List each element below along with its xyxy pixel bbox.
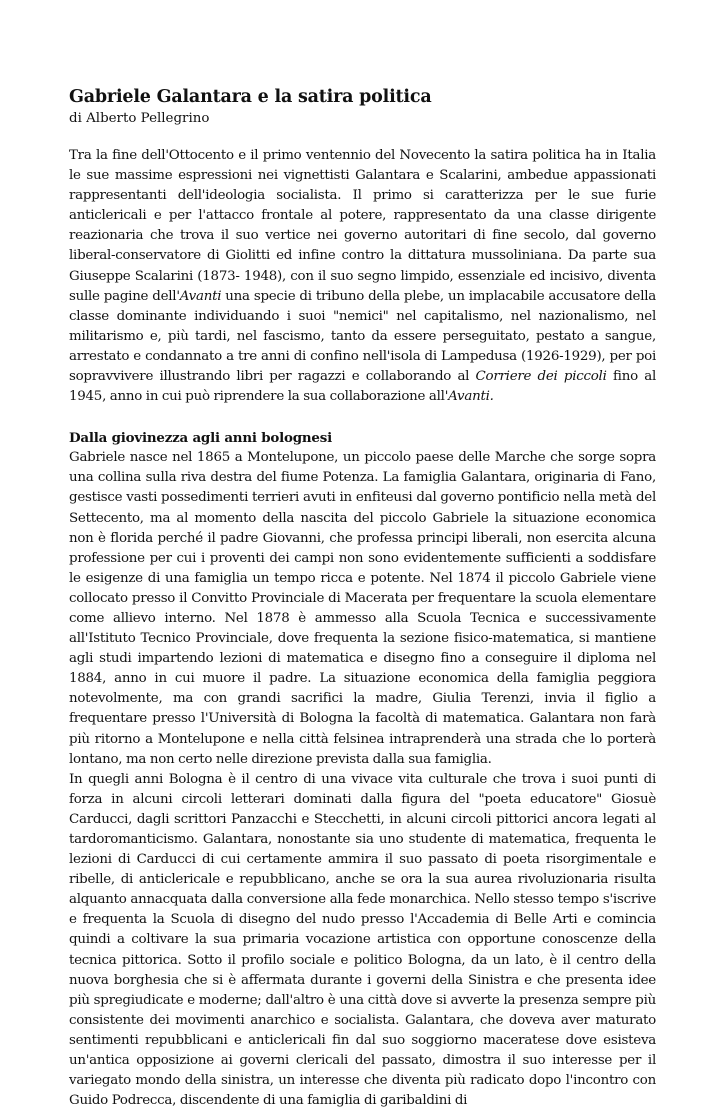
intro-text-part3: fino al 1945, anno in cui può riprendere la sua collaborazione all' <box>69 369 656 405</box>
body-paragraph-1: Gabriele nasce nel 1865 a Montelupone, un piccolo paese delle Marche che sorge sopra una collina sulla riva destra del fiume Potenza. La famiglia Galantara, originaria di Fano, gestisce vasti possedimenti terrieri avuti in enfiteusi dal governo pontificio nella metà del Settecento, ma al momento della nascita del piccolo Gabriele la situazione economica non è florida perché il padre Giovanni, che professa principi liberali, non esercita alcuna professione per cui i proventi dei campi non sono evidentemente sufficienti a soddisfare le esigenze di una famiglia un tempo ricca e potente. Nel 1874 il piccolo Gabriele viene collocato presso il Convitto Provinciale di Macerata per frequentare la scuola elementare come allievo interno. Nel 1878 è ammesso alla Scuola Tecnica e successivamente all'Istituto Tecnico Provinciale, dove frequenta la sezione fisico-matematica, si mantiene agli studi impartendo lezioni di matematica e disegno fino a conseguire il diploma nel 1884, anno in cui muore il padre. La situazione economica della famiglia peggiora notevolmente, ma con grandi sacrifici la madre, Giulia Terenzi, invia il figlio a frequentare presso l'Università di Bologna la facoltà di matematica. Galantara non farà più ritorno a Montelupone e nella città felsinea intraprenderà una strada che lo porterà lontano, ma non certo nelle direzione prevista dalla sua famiglia. <box>69 450 656 767</box>
intro-italic-avanti-end: Avanti. <box>448 389 494 405</box>
body-paragraph-2: In quegli anni Bologna è il centro di una vivace vita culturale che trova i suoi punti di forza in alcuni circoli letterari dominati dalla figura del "poeta educatore" Giosuè Carducci, dagli scrittori Panzacchi e Stecchetti, in alcuni circoli pittorici ancora legati al tardoromanticismo. Galantara, nonostante sia uno studente di matematica, frequenta le lezioni di Carducci di cui certamente ammira il suo passato di poeta risorgimentale e ribelle, di anticlericale e repubblicano, anche se ora la sua aurea rivoluzionaria risulta alquanto annacquata dalla conversione alla fede monarchica. Nello stesso tempo s'iscrive e frequenta la Scuola di disegno del nudo presso l'Accademia di Belle Arti e comincia quindi a coltivare la sua primaria vocazione artistica con opportune conoscenze della tecnica pittorica. Sotto il profilo sociale e politico Bologna, da un lato, è il centro della nuova borghesia che si è affermata durante i governi della Sinistra e che presenta idee più spregiudicate e moderne; dall'altro è una città dove si avverte la presenza sempre più consistente dei movimenti anarchico e socialista. Galantara, che doveva aver maturato sentimenti repubblicani e anticlericali fin dal suo soggiorno maceratese dove esisteva un'antica opposizione ai governi clericali del passato, dimostra il suo interesse per il variegato mondo della sinistra, un interesse che diventa più radicato dopo l'incontro con Guido Podrecca, discendente di una famiglia di garibaldini di <box>69 771 656 1109</box>
document-page <box>69 86 656 1111</box>
article-title: Gabriele Galantara e la satira politica <box>69 87 432 107</box>
intro-text-part1: Tra la fine dell'Ottocento e il primo ventennio del Novecento la satira politica ha in Italia le sue massime espressioni nei vignettisti Galantara e Scalarini, ambedue appassionati rappresentanti dell'ideologia socialista. Il primo si caratterizza per le sue furie anticlericali e per l'attacco frontale al potere, rappresentato da una classe dirigente reazionaria che trova il suo vertice nei governo autoritari di fine secolo, dal governo liberal-conservatore di Giolitti ed infine contro la dittatura mussoliniana. Da parte sua Giuseppe Scalarini (1873- 1948), con il suo segno limpido, essenziale ed incisivo, diventa sulle pagine dell' <box>69 148 656 304</box>
section-heading: Dalla giovinezza agli anni bolognesi <box>69 430 332 447</box>
intro-italic-corriere: Corriere dei piccoli <box>475 369 607 385</box>
intro-text-part2: una specie di tribuno della plebe, un implacabile accusatore della classe dominante individuando i suoi "nemici" nel capitalismo, nel nazionalismo, nel militarismo e, più tardi, nel fascismo, tanto da essere perseguitato, pestato a sangue, arrestato e condannato a tre anni di confino nell'isola di Lampedusa (1926-1929), per poi sopravvivere illustrando libri per ragazzi e collaborando al <box>69 288 656 385</box>
intro-italic-avanti: Avanti <box>179 288 222 304</box>
intro-paragraph <box>69 146 656 407</box>
article-author: di Alberto Pellegrino <box>69 111 210 126</box>
